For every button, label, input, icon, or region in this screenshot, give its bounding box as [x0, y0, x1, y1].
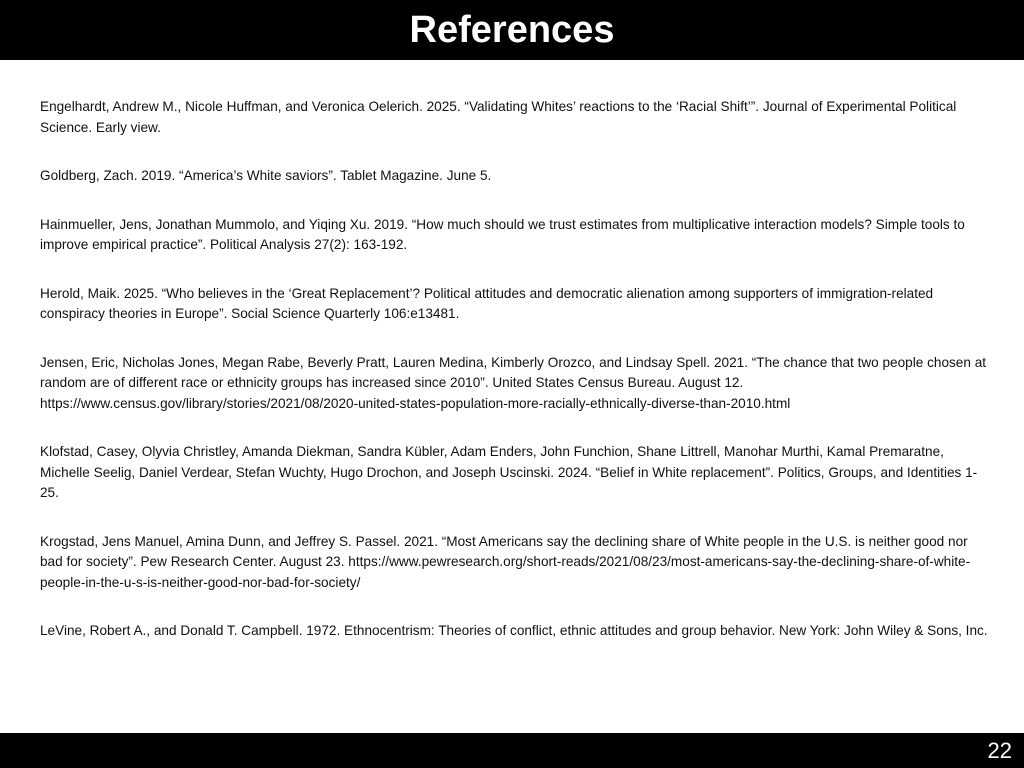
reference-item: Jensen, Eric, Nicholas Jones, Megan Rabe, Beverly Pratt, Lauren Medina, Kimberly Orozco, and Lindsay Spell. 2021. “The chance that two people chosen at random are of different race or ethnicity groups has increased since 2010”. United States Census Bureau. August 12. https://www.census.gov/library/stories/2021/08/2020-united-states-population-more-racially-ethnically-diverse-than-2010.html — [40, 354, 987, 411]
reference-item: Klofstad, Casey, Olyvia Christley, Amanda Diekman, Sandra Kübler, Adam Enders, John Funchion, Shane Littrell, Manohar Murthi, Kamal Premaratne, Michelle Seelig, Daniel Verdear, Stefan Wuchty, Hugo Drochon, and Joseph Uscinski. 2024. “Belief in White replacement”. Politics, Groups, and Identities 1-25. — [40, 444, 978, 500]
page-number: 22 — [987, 738, 1012, 763]
reference-item: Goldberg, Zach. 2019. “America’s White saviors”. Tablet Magazine. June 5. — [40, 168, 492, 183]
reference-list — [40, 97, 990, 670]
reference-item: Hainmueller, Jens, Jonathan Mummolo, and Yiqing Xu. 2019. “How much should we trust estimates from multiplicative interaction models? Simple tools to improve empirical practice”. Political Analysis 27(2): 163-192. — [40, 216, 965, 252]
title-bar — [0, 0, 1024, 60]
slide-title: References — [409, 8, 615, 51]
reference-item: Krogstad, Jens Manuel, Amina Dunn, and Jeffrey S. Passel. 2021. “Most Americans say the declining share of White people in the U.S. is neither good nor bad for society”. Pew Research Center. August 23. https://www.pewresearch.org/short-reads/2021/08/23/most-americans-say-the-declining-share-of-white-people-in-the-u-s-is-neither-good-nor-bad-for-society/ — [40, 533, 971, 590]
reference-item: Engelhardt, Andrew M., Nicole Huffman, and Veronica Oelerich. 2025. “Validating Whites’ reactions to the ‘Racial Shift’”. Journal of Experimental Political Science. Early view. — [40, 99, 957, 135]
reference-item: Herold, Maik. 2025. “Who believes in the ‘Great Replacement’? Political attitudes and democratic alienation among supporters of immigration-related conspiracy theories in Europe”. Social Science Quarterly 106:e13481. — [40, 285, 934, 321]
reference-item: LeVine, Robert A., and Donald T. Campbell. 1972. Ethnocentrism: Theories of conflict, ethnic attitudes and group behavior. New York: John Wiley & Sons, Inc. — [40, 623, 988, 638]
footer-bar — [0, 733, 1024, 768]
